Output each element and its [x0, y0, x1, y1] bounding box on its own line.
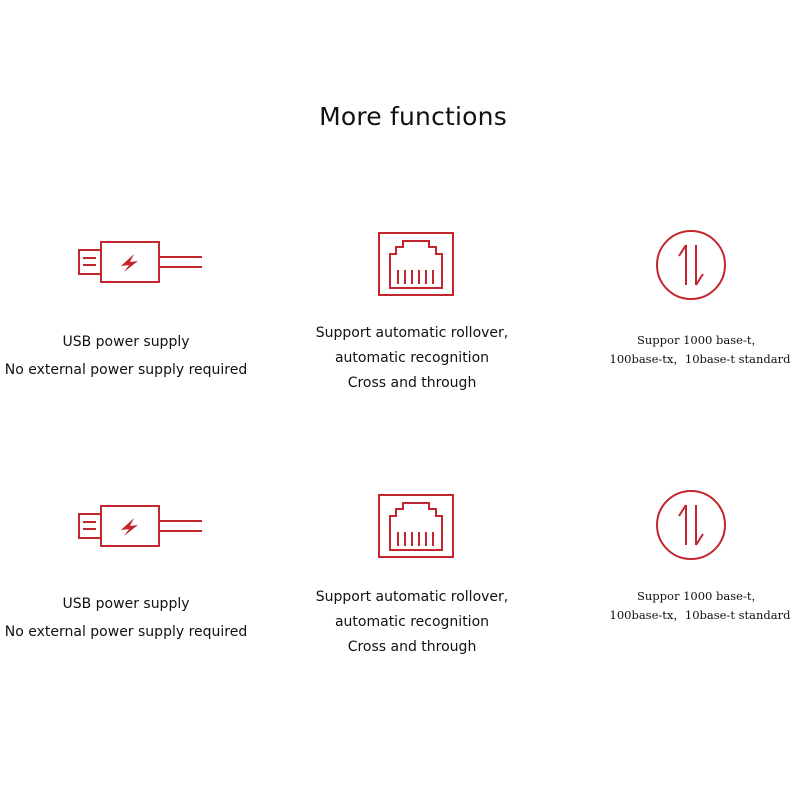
rj45-port-icon	[378, 494, 454, 558]
up-down-arrows-icon	[655, 229, 727, 301]
caption-line: Cross and through	[347, 639, 477, 655]
auto-mdi-caption	[290, 585, 534, 660]
rj45-port-icon	[378, 232, 454, 296]
caption-line: USB power supply	[62, 334, 190, 350]
caption-line: automatic recognition	[334, 350, 490, 366]
caption-line: Cross and through	[347, 375, 477, 391]
caption-line: automatic recognition	[334, 614, 490, 630]
ethernet-standard-caption	[600, 331, 800, 369]
caption-line: Suppor 1000 base-t，	[637, 589, 763, 603]
caption-line: No external power supply required	[4, 362, 248, 378]
usb-power-caption	[0, 328, 252, 384]
ethernet-standard-caption	[600, 587, 800, 625]
caption-line: 100base-tx，10base-t standard	[609, 352, 791, 366]
caption-line: Support automatic rollover,	[315, 325, 509, 341]
caption-line: Suppor 1000 base-t，	[637, 333, 763, 347]
caption-line: Support automatic rollover,	[315, 589, 509, 605]
auto-mdi-caption	[290, 321, 534, 396]
caption-line: No external power supply required	[4, 624, 248, 640]
up-down-arrows-icon	[655, 489, 727, 561]
usb-power-caption	[0, 590, 252, 646]
caption-line: 100base-tx，10base-t standard	[609, 608, 791, 622]
usb-charging-cable-icon	[74, 238, 204, 288]
caption-line: USB power supply	[62, 596, 190, 612]
page-title: More functions	[319, 102, 507, 131]
usb-charging-cable-icon	[74, 502, 204, 552]
